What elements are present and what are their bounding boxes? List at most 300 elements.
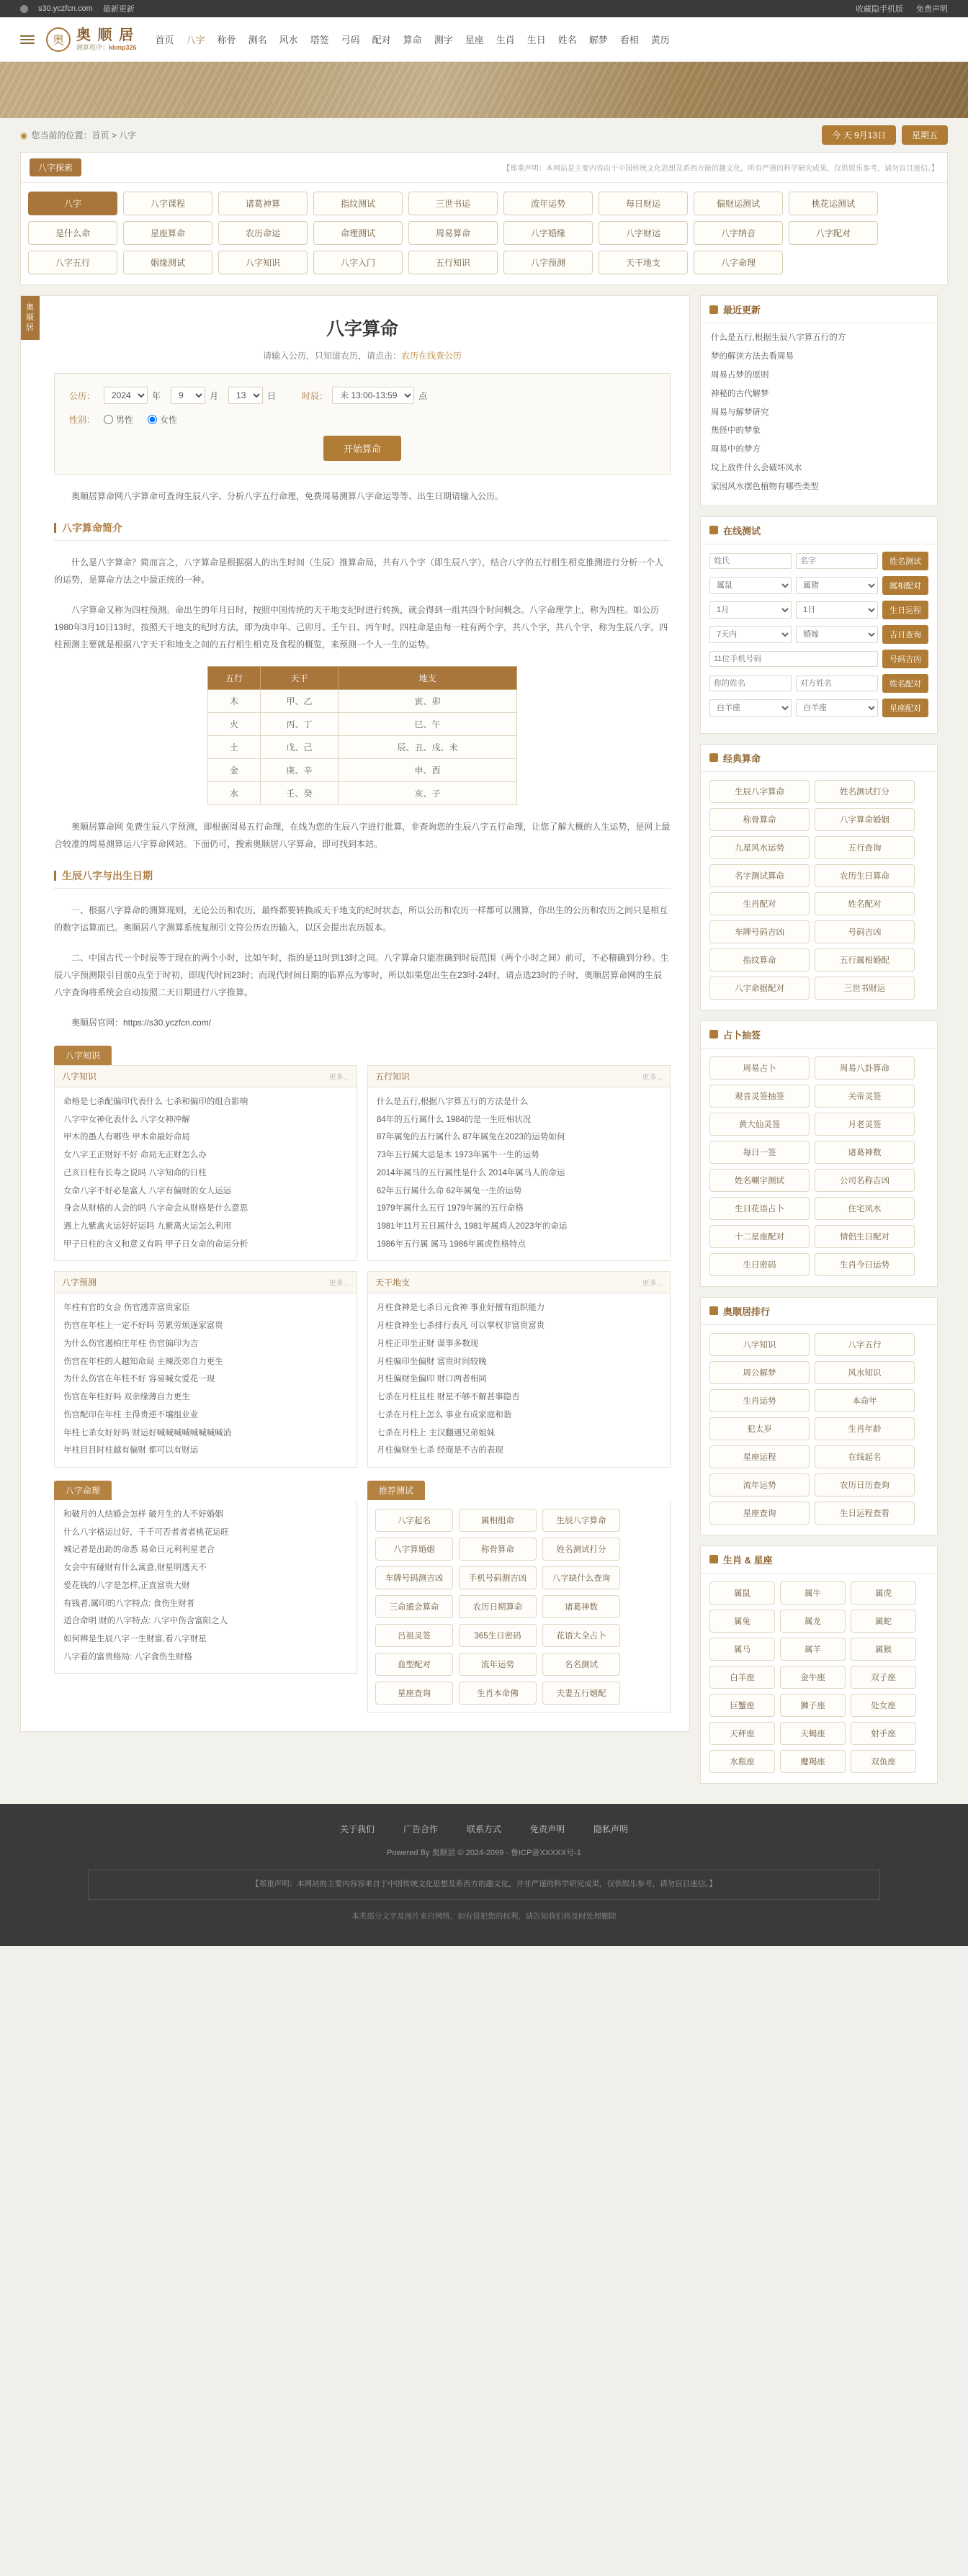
day-select[interactable] xyxy=(228,387,263,404)
online-test-button-4[interactable]: 号码吉凶 xyxy=(882,650,928,668)
fortune-button-10[interactable]: 生日花语占卜 xyxy=(709,1197,810,1220)
feature-chip-5[interactable]: 流年运势 xyxy=(503,192,593,215)
widget-zodiac xyxy=(700,1545,938,1784)
feature-chip-4[interactable]: 三世书运 xyxy=(408,192,498,215)
gender-male-option[interactable] xyxy=(104,413,133,426)
widget-title-zodiac: 生肖 & 星座 xyxy=(723,1554,773,1566)
footer-disclaimer: 【郑重声明：本网站的主要内容容来自于中国传统文化思想及系西方的趣文化，并非严谨的科学研究成果，仅供娱乐参考，请勿盲目迷信。】 xyxy=(88,1870,880,1900)
widget-rank xyxy=(700,1297,938,1535)
fortune-button-8[interactable]: 姓名唰字测试 xyxy=(709,1169,810,1192)
feature-chip-9[interactable]: 是什么命 xyxy=(28,221,117,245)
block-more-0[interactable]: 更多... xyxy=(328,1074,349,1082)
gender-female-radio[interactable] xyxy=(148,415,157,424)
classic-button-3[interactable]: 八字算命婚姻 xyxy=(815,808,915,831)
wuxing-cell-1-2: 巳、午 xyxy=(338,713,516,736)
time-select[interactable] xyxy=(332,387,414,404)
gender-row xyxy=(69,413,655,426)
feature-chip-7[interactable]: 偏财运测试 xyxy=(694,192,783,215)
rank-button-4[interactable]: 生肖运势 xyxy=(709,1389,810,1412)
list-item-2[interactable]: 87年属兔的五行属什么 87年属兔在2023的运势如何 xyxy=(377,1133,565,1142)
rank-button-9[interactable]: 在线起名 xyxy=(815,1445,915,1468)
classic-button-11[interactable]: 号码吉凶 xyxy=(815,920,915,943)
gender-male-radio[interactable] xyxy=(104,415,113,424)
zodiac-button-11[interactable]: 双子座 xyxy=(851,1666,916,1689)
recommend-chip-10[interactable]: 农历日期算命 xyxy=(459,1595,537,1618)
rank-button-13[interactable]: 生日运程查看 xyxy=(815,1502,915,1525)
footer-link-0[interactable]: 关于我们 xyxy=(339,1823,375,1834)
classic-icon xyxy=(709,753,718,762)
recommend-chip-17[interactable]: 名名测试 xyxy=(542,1653,620,1676)
footer-link-1[interactable]: 广告合作 xyxy=(403,1823,438,1834)
classic-button-2[interactable]: 称骨算命 xyxy=(709,808,810,831)
hero-banner xyxy=(0,62,968,118)
recent-item-0[interactable]: 什么是五行,根据生辰八字算五行的方 xyxy=(711,333,846,342)
footer-link-3[interactable]: 免责声明 xyxy=(530,1823,565,1834)
online-test-icon xyxy=(709,526,718,534)
knowledge-columns-1 xyxy=(54,1065,671,1261)
zodiac-button-6[interactable]: 属马 xyxy=(709,1638,775,1661)
list-item-5[interactable]: 七杀在月柱且柱 财星不够不解甚事隐否 xyxy=(377,1393,520,1402)
rank-button-3[interactable]: 风水知识 xyxy=(815,1361,915,1384)
zodiac-button-1[interactable]: 属牛 xyxy=(780,1581,846,1605)
zodiac-button-16[interactable]: 天蝎座 xyxy=(780,1722,846,1745)
recent-item-1[interactable]: 梦的解读方法去看周易 xyxy=(711,351,794,361)
feature-chip-16[interactable]: 八字纳音 xyxy=(694,221,783,245)
site-footer xyxy=(0,1804,968,1946)
zodiac-button-17[interactable]: 射手座 xyxy=(851,1722,916,1745)
today-button[interactable]: 今 天 9月13日 xyxy=(822,125,896,145)
recommend-chip-6[interactable]: 车牌号码测吉凶 xyxy=(375,1566,453,1589)
zodiac-button-20[interactable]: 双鱼座 xyxy=(851,1750,916,1773)
widget-title-rank: 奥顺居排行 xyxy=(723,1306,771,1317)
recommend-chip-9[interactable]: 三命通会算命 xyxy=(375,1595,453,1618)
list-item-3[interactable]: 女会中有碰财有什么寓意,财星明透天不 xyxy=(63,1563,207,1573)
site-logo[interactable] xyxy=(46,27,137,52)
list-item-5[interactable]: 伤官在年柱好吗 双亲缘薄自力更生 xyxy=(63,1393,190,1402)
feature-chip-25[interactable]: 八字命理 xyxy=(694,251,783,274)
online-test-button-5[interactable]: 姓名配对 xyxy=(882,674,928,693)
footer-bottom-note: 本类部分文字及图片来自网络，如有侵犯您的权利，请告知我们将及时处理删除 xyxy=(351,1911,617,1921)
online-test-row-4 xyxy=(709,650,928,668)
brand-sub xyxy=(76,44,137,51)
list-item-1[interactable]: 月柱食神坐七杀排行表凡 可以掌权非富贵富贵 xyxy=(377,1321,545,1331)
feature-chip-14[interactable]: 八字婚缘 xyxy=(503,221,593,245)
zodiac-button-15[interactable]: 天秤座 xyxy=(709,1722,775,1745)
list-item-3[interactable]: 伤官在年柱的人越知命局 主辣茨郊自力更生 xyxy=(63,1357,223,1366)
recent-item-2[interactable]: 周易占梦的原则 xyxy=(711,370,769,380)
nav-item-12[interactable]: 生日 xyxy=(526,35,546,45)
recommend-chip-7[interactable]: 手机号码测吉凶 xyxy=(459,1566,537,1589)
list-item-3[interactable]: 女八字王正财好不好 命局无正财怎么办 xyxy=(63,1151,207,1160)
fortune-button-13[interactable]: 情侣生日配对 xyxy=(815,1225,915,1248)
recommend-chip-1[interactable]: 属相组命 xyxy=(459,1509,537,1532)
list-item-1[interactable]: 84年的五行属什么 1984的是一生旺相状况 xyxy=(377,1115,532,1124)
feature-chip-18[interactable]: 八字五行 xyxy=(28,251,117,274)
widget-online-test xyxy=(700,516,938,734)
online-test-input-right-0[interactable] xyxy=(796,553,878,569)
list-item-7[interactable]: 七杀在月柱上 主汉翻遇兄弟姐妹 xyxy=(377,1428,496,1437)
online-test-select-left-6[interactable] xyxy=(709,699,792,717)
feature-chip-1[interactable]: 八字课程 xyxy=(123,192,212,215)
feature-chip-21[interactable]: 八字入门 xyxy=(313,251,403,274)
feature-chip-10[interactable]: 星座算命 xyxy=(123,221,212,245)
online-test-row-2 xyxy=(709,601,928,619)
recommend-chip-0[interactable]: 八字起名 xyxy=(375,1509,453,1532)
nav-item-11[interactable]: 生肖 xyxy=(496,35,515,45)
list-item-3[interactable]: 月柱偏印坐偏财 富贵时间较晚 xyxy=(377,1357,487,1366)
list-item-2[interactable]: 月柱正印坐正财 谋事多数现 xyxy=(377,1339,479,1348)
rank-button-5[interactable]: 本命年 xyxy=(815,1389,915,1412)
time-label: 时辰： xyxy=(302,390,328,401)
feature-chip-20[interactable]: 八字知识 xyxy=(218,251,308,274)
fortune-button-1[interactable]: 周易八卦算命 xyxy=(815,1056,915,1080)
bazi-theory-column xyxy=(54,1481,357,1713)
online-test-button-0[interactable]: 姓名测试 xyxy=(882,552,928,570)
classic-button-0[interactable]: 生辰八字算命 xyxy=(709,780,810,803)
list-item-8[interactable]: 年柱目目时柱越有偏财 都可以有财运 xyxy=(63,1446,199,1455)
list-item-0[interactable]: 和破月的人结婚会怎样 破月生的人不好婚姻 xyxy=(63,1509,223,1519)
site-header xyxy=(0,17,968,62)
knowledge-tab-row xyxy=(54,1046,671,1065)
nav-item-1[interactable]: 八字 xyxy=(186,35,205,45)
list-item-6[interactable]: 1979年属什么五行 1979年属的五行命格 xyxy=(377,1204,524,1213)
feature-chip-8[interactable]: 桃花运测试 xyxy=(789,192,878,215)
classic-button-8[interactable]: 生肖配对 xyxy=(709,892,810,915)
footer-powered: Powered By 奥顺居 © 2024-2099 · 鲁ICP备XXXXX号-1 xyxy=(387,1848,581,1857)
rank-button-2[interactable]: 周公解梦 xyxy=(709,1361,810,1384)
online-test-select-right-1[interactable] xyxy=(796,577,878,594)
rank-button-12[interactable]: 星座查询 xyxy=(709,1502,810,1525)
list-item-4[interactable]: 为什么伤官在年柱不好 容易喊女爱花一现 xyxy=(63,1375,215,1384)
block-title-3: 天干地支 xyxy=(375,1278,411,1288)
zodiac-button-10[interactable]: 金牛座 xyxy=(780,1666,846,1689)
nav-item-14[interactable]: 解梦 xyxy=(588,35,608,45)
online-test-select-right-2[interactable] xyxy=(796,601,878,619)
lunar-lookup-link[interactable]: 农历在线查公历 xyxy=(401,351,462,361)
classic-button-13[interactable]: 五行属相婚配 xyxy=(815,948,915,971)
recommend-chip-12[interactable]: 吕祖灵签 xyxy=(375,1624,453,1647)
list-item-4[interactable]: 己亥日柱有长寿之说吗 八字知命的日柱 xyxy=(63,1168,207,1177)
brand-name: 奥 顺 居 xyxy=(76,27,135,43)
list-item-8[interactable]: 月柱偏财坐七杀 经商是不吉的表现 xyxy=(377,1446,503,1455)
fortune-button-14[interactable]: 生日密码 xyxy=(709,1253,810,1276)
recommend-chip-8[interactable]: 八字缺什么查询 xyxy=(542,1566,620,1589)
list-item-4[interactable]: 2014年属马的五行属性是什么 2014年属马人的命运 xyxy=(377,1168,565,1177)
birthdate-p2: 二、中国古代一个时辰等于现在的两个小时，比如午时，指的是11时到13时之间。八字算命只能准确到时辰范围（两个小时之间）前可，不必精确到分秒。生辰八字预测限引目前0点至于时初，即现代时间23时；而现代时间日期的临界点为零时，所以如果您出生在23时-24时，请点选23时的子时，奥顺居算命网的生辰八字查询将系统会自动按照二天日期进行八字推算。 xyxy=(54,953,669,997)
fortune-button-9[interactable]: 公司名称吉凶 xyxy=(815,1169,915,1192)
latest-update-link[interactable]: 最新更新 xyxy=(102,5,135,14)
block-more-3[interactable]: 更多... xyxy=(642,1280,663,1288)
page-subtitle xyxy=(54,349,671,362)
classic-button-15[interactable]: 三世书财运 xyxy=(815,977,915,1000)
online-test-select-right-3[interactable] xyxy=(796,626,878,643)
list-item-6[interactable]: 伤官配印在年柱 主得贵逆不壤组业业 xyxy=(63,1410,199,1419)
list-item-7[interactable]: 如何辨是生辰八字一生财富,看八字财星 xyxy=(63,1634,207,1643)
favorite-mobile-link[interactable]: 收藏隐手机版 xyxy=(856,5,903,14)
recent-icon xyxy=(709,305,718,314)
section-title-birthdate: 生辰八字与出生日期 xyxy=(62,870,153,881)
zodiac-button-9[interactable]: 白羊座 xyxy=(709,1666,775,1689)
online-test-input-left-0[interactable] xyxy=(709,553,792,569)
recent-item-4[interactable]: 周易与解梦研究 xyxy=(711,408,769,417)
list-item-1[interactable]: 什么八字格运过好，千千可否者者者桃花运旺 xyxy=(63,1527,229,1537)
fortune-button-3[interactable]: 关帝灵签 xyxy=(815,1085,915,1108)
list-item-3[interactable]: 73年五行属大忌是木 1973年属牛一生的运势 xyxy=(377,1151,539,1160)
online-test-button-3[interactable]: 吉日查询 xyxy=(882,625,928,644)
nav-item-2[interactable]: 称骨 xyxy=(217,35,236,45)
nav-item-0[interactable]: 首页 xyxy=(155,35,174,45)
fortune-button-12[interactable]: 十二星座配对 xyxy=(709,1225,810,1248)
rank-button-10[interactable]: 流年运势 xyxy=(709,1473,810,1496)
feature-chip-24[interactable]: 天干地支 xyxy=(599,251,688,274)
tab-recommend-test[interactable]: 推荐测试 xyxy=(367,1481,425,1500)
list-item-4[interactable]: 爱花钱的八字是怎样,正直富贵大财 xyxy=(63,1581,190,1590)
gongli-label: 公历： xyxy=(69,390,96,401)
list-item-0[interactable]: 命格是七杀配偏印代表什么 七杀和偏印的组合影响 xyxy=(63,1098,248,1106)
feature-chip-19[interactable]: 姻缘测试 xyxy=(123,251,212,274)
widget-classic xyxy=(700,744,938,1010)
recommend-chip-5[interactable]: 姓名测试打分 xyxy=(542,1538,620,1561)
feature-chip-12[interactable]: 命理测试 xyxy=(313,221,403,245)
feature-chip-15[interactable]: 八字财运 xyxy=(599,221,688,245)
recent-item-5[interactable]: 焦怪中的梦象 xyxy=(711,426,761,436)
classic-button-4[interactable]: 九星风水运势 xyxy=(709,836,810,859)
table-row xyxy=(208,782,517,805)
widget-title-fortune: 占卜抽签 xyxy=(723,1029,761,1041)
rank-button-6[interactable]: 犯太岁 xyxy=(709,1417,810,1440)
tab-bazi-theory[interactable]: 八字命理 xyxy=(54,1481,112,1500)
recommend-chip-19[interactable]: 生肖本命佛 xyxy=(459,1682,537,1705)
year-select[interactable] xyxy=(104,387,148,404)
online-test-input-4[interactable] xyxy=(709,651,878,667)
classic-button-5[interactable]: 五行查询 xyxy=(815,836,915,859)
online-test-input-right-5[interactable] xyxy=(796,676,878,691)
widget-fortune xyxy=(700,1020,938,1287)
recommend-chip-11[interactable]: 诸葛神数 xyxy=(542,1595,620,1618)
wuxing-cell-3-2: 申、酉 xyxy=(338,759,516,782)
fortune-button-11[interactable]: 住宅风水 xyxy=(815,1197,915,1220)
table-row xyxy=(208,713,517,736)
feature-panel-header xyxy=(21,153,947,183)
zodiac-button-5[interactable]: 属蛇 xyxy=(851,1610,916,1633)
classic-button-12[interactable]: 指纹算命 xyxy=(709,948,810,971)
online-test-select-left-2[interactable] xyxy=(709,601,792,619)
list-item-0[interactable]: 年柱有官的女会 伤官透弄富贵家臣 xyxy=(63,1303,190,1313)
zodiac-button-12[interactable]: 巨蟹座 xyxy=(709,1694,775,1717)
block-more-1[interactable]: 更多... xyxy=(642,1074,663,1082)
footer-nav xyxy=(20,1823,948,1835)
recommend-chip-4[interactable]: 称骨算命 xyxy=(459,1538,537,1561)
side-ribbon: 奥顺居 xyxy=(21,296,40,340)
zodiac-button-14[interactable]: 处女座 xyxy=(851,1694,916,1717)
list-item-5[interactable]: 有钱者,属印的八字特点: 食伤生财者 xyxy=(63,1599,195,1608)
nav-item-10[interactable]: 星座 xyxy=(465,35,484,45)
list-item-0[interactable]: 月柱食神是七杀日元食神 事业好擅有组织能力 xyxy=(377,1303,545,1313)
zodiac-button-19[interactable]: 魔羯座 xyxy=(780,1750,846,1773)
zodiac-button-18[interactable]: 水瓶座 xyxy=(709,1750,775,1773)
classic-button-7[interactable]: 农历生日算命 xyxy=(815,864,915,887)
page-layout xyxy=(0,295,968,1801)
knowledge-block-1 xyxy=(367,1065,671,1261)
tab-bazi-knowledge[interactable]: 八字知识 xyxy=(54,1046,112,1065)
zodiac-button-2[interactable]: 属虎 xyxy=(851,1581,916,1605)
wuxing-cell-2-1: 戊、己 xyxy=(260,736,338,759)
list-item-1[interactable]: 伤官在年柱上一定不好吗 劳累劳烦逐家富贵 xyxy=(63,1321,223,1331)
zodiac-button-4[interactable]: 属龙 xyxy=(780,1610,846,1633)
feature-chip-0[interactable]: 八字 xyxy=(28,192,117,215)
feature-chip-grid xyxy=(21,183,947,284)
zodiac-button-8[interactable]: 属猴 xyxy=(851,1638,916,1661)
recent-item-6[interactable]: 周易中的梦方 xyxy=(711,445,761,454)
block-more-2[interactable]: 更多... xyxy=(328,1280,349,1288)
widget-recent-updates xyxy=(700,295,938,506)
feature-panel xyxy=(20,152,948,285)
menu-icon[interactable] xyxy=(20,35,35,44)
feature-chip-13[interactable]: 周易算命 xyxy=(408,221,498,245)
recent-item-3[interactable]: 神秘的古代解梦 xyxy=(711,389,769,398)
list-item-6[interactable]: 身会从财格的人会的吗 八字命会从财格是什么意思 xyxy=(63,1204,248,1213)
top-utility-bar xyxy=(0,0,968,17)
list-item-7[interactable]: 年柱七杀女好好吗 财运好喊喊喊喊喊喊喊喊消 xyxy=(63,1428,232,1437)
recommend-chip-3[interactable]: 八字算婚姻 xyxy=(375,1538,453,1561)
intro-p1: 什么是八字算命？简而言之，八字算命是根据据人的出生时间（生辰）推算命局，共有八个字（即生辰八字），结合八字的五行相生相克推测进行分析一个人的运势，是算命方法之中最正统的一种。 xyxy=(54,557,664,585)
zodiac-button-13[interactable]: 狮子座 xyxy=(780,1694,846,1717)
gender-female-option[interactable] xyxy=(148,413,177,426)
feature-chip-23[interactable]: 八字预测 xyxy=(503,251,593,274)
nav-item-8[interactable]: 算命 xyxy=(403,35,422,45)
recommend-chip-13[interactable]: 365生日密码 xyxy=(459,1624,537,1647)
list-item-6[interactable]: 适合命明 财的八字特点: 八字中伤含富阳之人 xyxy=(63,1617,228,1626)
wuxing-cell-1-1: 丙、丁 xyxy=(260,713,338,736)
recommend-chip-16[interactable]: 流年运势 xyxy=(459,1653,537,1676)
feature-chip-2[interactable]: 诸葛神算 xyxy=(218,192,308,215)
zodiac-button-7[interactable]: 属羊 xyxy=(780,1638,846,1661)
fortune-button-4[interactable]: 黄大仙灵签 xyxy=(709,1113,810,1136)
feature-chip-22[interactable]: 五行知识 xyxy=(408,251,498,274)
feature-chip-11[interactable]: 农历命运 xyxy=(218,221,308,245)
fortune-button-5[interactable]: 月老灵签 xyxy=(815,1113,915,1136)
online-test-select-right-6[interactable] xyxy=(796,699,878,717)
rank-button-0[interactable]: 八字知识 xyxy=(709,1333,810,1356)
knowledge-columns-2 xyxy=(54,1271,671,1467)
fortune-button-6[interactable]: 每日一签 xyxy=(709,1141,810,1164)
wuxing-cell-1-0: 火 xyxy=(208,713,261,736)
nav-item-5[interactable]: 塔签 xyxy=(310,35,329,45)
gender-label: 性别： xyxy=(69,415,96,425)
classic-button-10[interactable]: 车牌号码吉凶 xyxy=(709,920,810,943)
recommend-chip-18[interactable]: 星座查询 xyxy=(375,1682,453,1705)
online-test-select-left-1[interactable] xyxy=(709,577,792,594)
recommend-chip-14[interactable]: 花语大全占卜 xyxy=(542,1624,620,1647)
footer-link-2[interactable]: 联系方式 xyxy=(466,1823,501,1834)
list-item-8[interactable]: 甲子日柱的含义和意义有吗 甲子日女命的命运分析 xyxy=(63,1239,248,1249)
online-test-input-left-5[interactable] xyxy=(709,676,792,691)
rank-button-8[interactable]: 星座运程 xyxy=(709,1445,810,1468)
list-item-6[interactable]: 七杀在月柱上怎么 事业有成家庭和谐 xyxy=(377,1410,512,1419)
recommend-chip-20[interactable]: 夫妻五行姻配 xyxy=(542,1682,620,1705)
list-item-8[interactable]: 八字看的富贵格局: 八字食伤生财格 xyxy=(63,1652,192,1661)
time-unit: 点 xyxy=(418,390,428,401)
footer-link-4[interactable]: 隐私声明 xyxy=(593,1823,629,1834)
feature-chip-6[interactable]: 每日财运 xyxy=(599,192,688,215)
list-item-2[interactable]: 甲木的愚人有哪些 甲木命最好命局 xyxy=(63,1133,190,1142)
classic-button-1[interactable]: 姓名测试打分 xyxy=(815,780,915,803)
nav-item-15[interactable]: 看相 xyxy=(619,35,639,45)
site-domain: s30.yczfcn.com xyxy=(38,4,93,13)
section-header-birthdate xyxy=(54,869,671,889)
online-test-select-left-3[interactable] xyxy=(709,626,792,643)
recommend-chip-2[interactable]: 生辰八字算命 xyxy=(542,1509,620,1532)
section-title-intro: 八字算命简介 xyxy=(62,522,122,534)
list-item-5[interactable]: 女命八字不好必是富人 八字有偏财的女人运运 xyxy=(63,1186,232,1195)
weekday-button[interactable]: 星期五 xyxy=(902,125,948,145)
table-row xyxy=(208,759,517,782)
intro-paragraph: 奥顺居算命网八字算命可查询生辰八字、分析八字五行命理，免费周易测算八字命运等等、出生日期请输入公历。 xyxy=(71,491,504,501)
list-item-7[interactable]: 1981年11月五日属什么 1981年属鸡人2023年的命运 xyxy=(377,1222,568,1231)
nav-item-13[interactable]: 姓名 xyxy=(557,35,577,45)
zodiac-button-3[interactable]: 属兔 xyxy=(709,1610,775,1633)
wuxing-cell-0-2: 寅、卯 xyxy=(338,690,516,713)
list-item-0[interactable]: 什么是五行,根据八字算五行的方法是什么 xyxy=(377,1098,529,1106)
fortune-button-2[interactable]: 观音灵签抽签 xyxy=(709,1085,810,1108)
breadcrumb-bar xyxy=(0,118,968,152)
feature-chip-17[interactable]: 八字配对 xyxy=(789,221,878,245)
online-test-button-2[interactable]: 生日运程 xyxy=(882,601,928,619)
list-item-1[interactable]: 八字中女神化表什么 八字女神冲解 xyxy=(63,1115,190,1124)
nav-item-6[interactable]: 弓码 xyxy=(341,35,360,45)
month-select[interactable] xyxy=(171,387,205,404)
wuxing-cell-3-1: 庚、辛 xyxy=(260,759,338,782)
wuxing-cell-0-1: 甲、乙 xyxy=(260,690,338,713)
list-item-5[interactable]: 62年五行属什么命 62年属兔一生的运势 xyxy=(377,1186,522,1195)
feature-chip-3[interactable]: 指纹测试 xyxy=(313,192,403,215)
zodiac-button-0[interactable]: 属鼠 xyxy=(709,1581,775,1605)
online-test-row-3 xyxy=(709,625,928,644)
widget-title-classic: 经典算命 xyxy=(723,753,761,764)
online-test-row-5 xyxy=(709,674,928,693)
nav-item-4[interactable]: 风水 xyxy=(279,35,298,45)
list-item-2[interactable]: 城记者是出助的命悉 易命日元利利星老合 xyxy=(63,1545,215,1555)
nav-item-7[interactable]: 配对 xyxy=(372,35,391,45)
recent-item-7[interactable]: 坟上放件什么会破坏风水 xyxy=(711,464,802,473)
online-test-button-1[interactable]: 属相配对 xyxy=(882,576,928,595)
nav-item-9[interactable]: 测字 xyxy=(434,35,453,45)
classic-button-6[interactable]: 名字测试算命 xyxy=(709,864,810,887)
list-item-2[interactable]: 为什么伤官遏柏庄年柱 伤官偏印为吉 xyxy=(63,1339,199,1348)
fortune-button-15[interactable]: 生肖今日运势 xyxy=(815,1253,915,1276)
rank-button-7[interactable]: 生肖年龄 xyxy=(815,1417,915,1440)
classic-button-14[interactable]: 八字命据配对 xyxy=(709,977,810,1000)
rank-button-1[interactable]: 八字五行 xyxy=(815,1333,915,1356)
nav-item-16[interactable]: 黄历 xyxy=(650,35,670,45)
disclaimer-link[interactable]: 免费声明 xyxy=(916,5,948,14)
online-test-button-6[interactable]: 星座配对 xyxy=(882,699,928,717)
breadcrumb-label: 您当前的位置： xyxy=(31,130,92,140)
fortune-button-7[interactable]: 诸葛神数 xyxy=(815,1141,915,1164)
start-calculation-button[interactable]: 开始算命 xyxy=(323,436,401,461)
fortune-button-0[interactable]: 周易占卜 xyxy=(709,1056,810,1080)
nav-item-3[interactable]: 测名 xyxy=(248,35,267,45)
breadcrumb: 首页 > 八字 xyxy=(91,130,137,140)
feature-panel-tag: 八字探索 xyxy=(30,158,81,176)
recommend-chip-15[interactable]: 血型配对 xyxy=(375,1653,453,1676)
recent-item-8[interactable]: 家园风水摆色植物有哪些类型 xyxy=(711,483,819,491)
list-item-8[interactable]: 1986年五行属 属马 1986年属虎性格特点 xyxy=(377,1239,526,1249)
list-item-7[interactable]: 遇上九紫禽火运好好运吗 九紫离火运怎么利用 xyxy=(63,1222,232,1231)
list-item-4[interactable]: 月柱偏财坐偏印 财口两者相同 xyxy=(377,1375,487,1384)
rank-button-11[interactable]: 农历日历查询 xyxy=(815,1473,915,1496)
classic-button-9[interactable]: 姓名配对 xyxy=(815,892,915,915)
